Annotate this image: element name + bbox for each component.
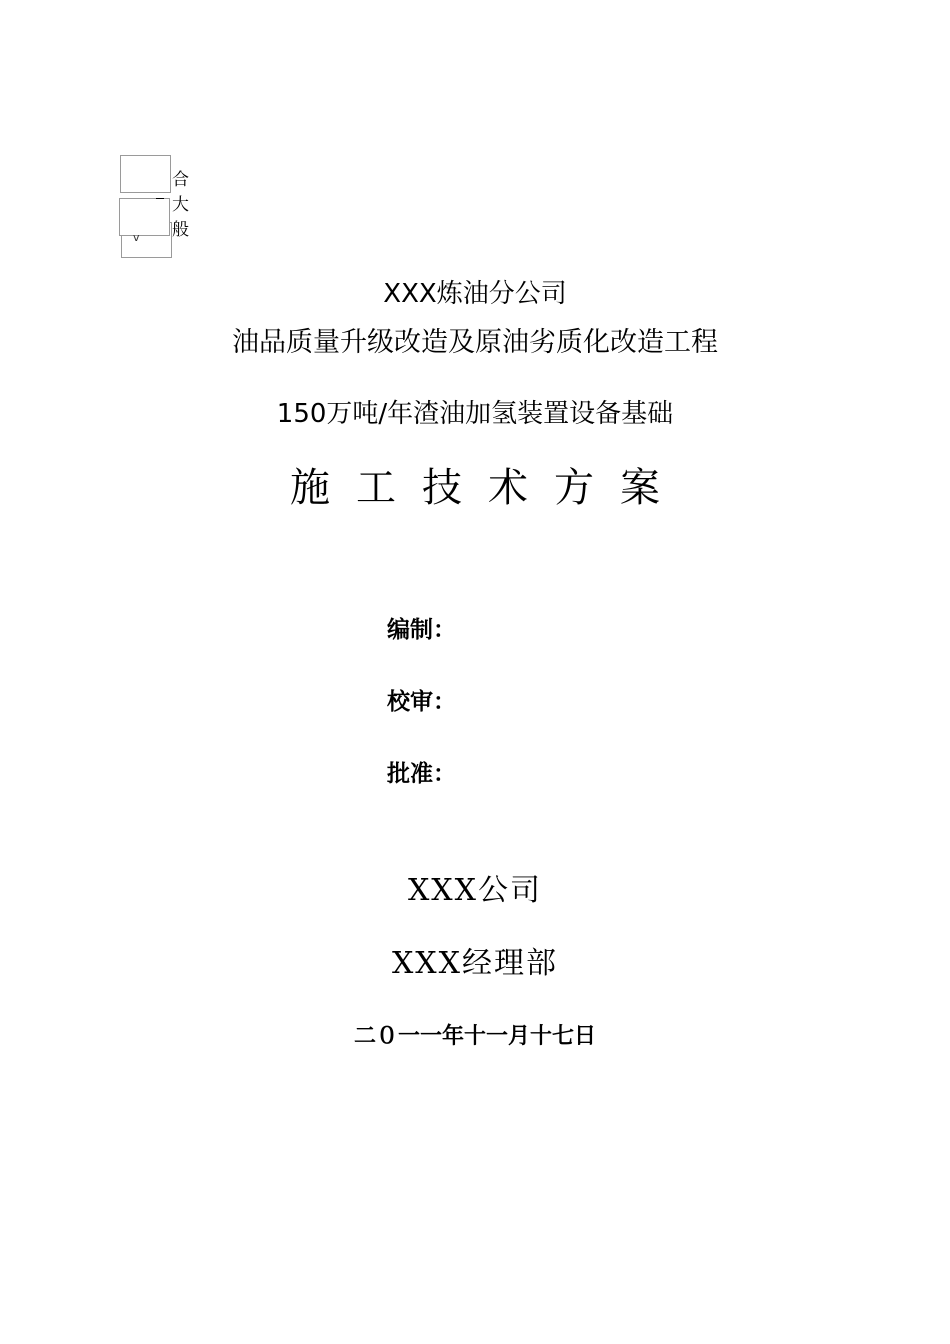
organization-name: XXX公司 (407, 873, 543, 908)
side-note-char-3: 般 (172, 220, 189, 240)
prepared-by-label: 编制： (387, 617, 456, 643)
side-note-char-1: 合 (172, 170, 189, 190)
check-mark: v (133, 231, 140, 244)
reviewed-by-label: 校审： (387, 689, 456, 715)
department-name: XXX经理部 (391, 946, 559, 981)
unit-name: 150万吨/年渣油加氢装置设备基础 (276, 399, 674, 429)
approved-by-label: 批准： (387, 761, 456, 787)
side-note-char-2: 大 (172, 195, 189, 215)
dash-mark (156, 198, 164, 199)
stamp-box-middle (119, 198, 170, 236)
document-date: 二０一一年十一月十七日 (353, 1024, 596, 1049)
document-title: 施工技术方案 (290, 465, 686, 511)
stamp-box-top (120, 155, 171, 193)
company-name: XXX炼油分公司 (383, 279, 567, 309)
project-name: 油品质量升级改造及原油劣质化改造工程 (232, 327, 718, 358)
